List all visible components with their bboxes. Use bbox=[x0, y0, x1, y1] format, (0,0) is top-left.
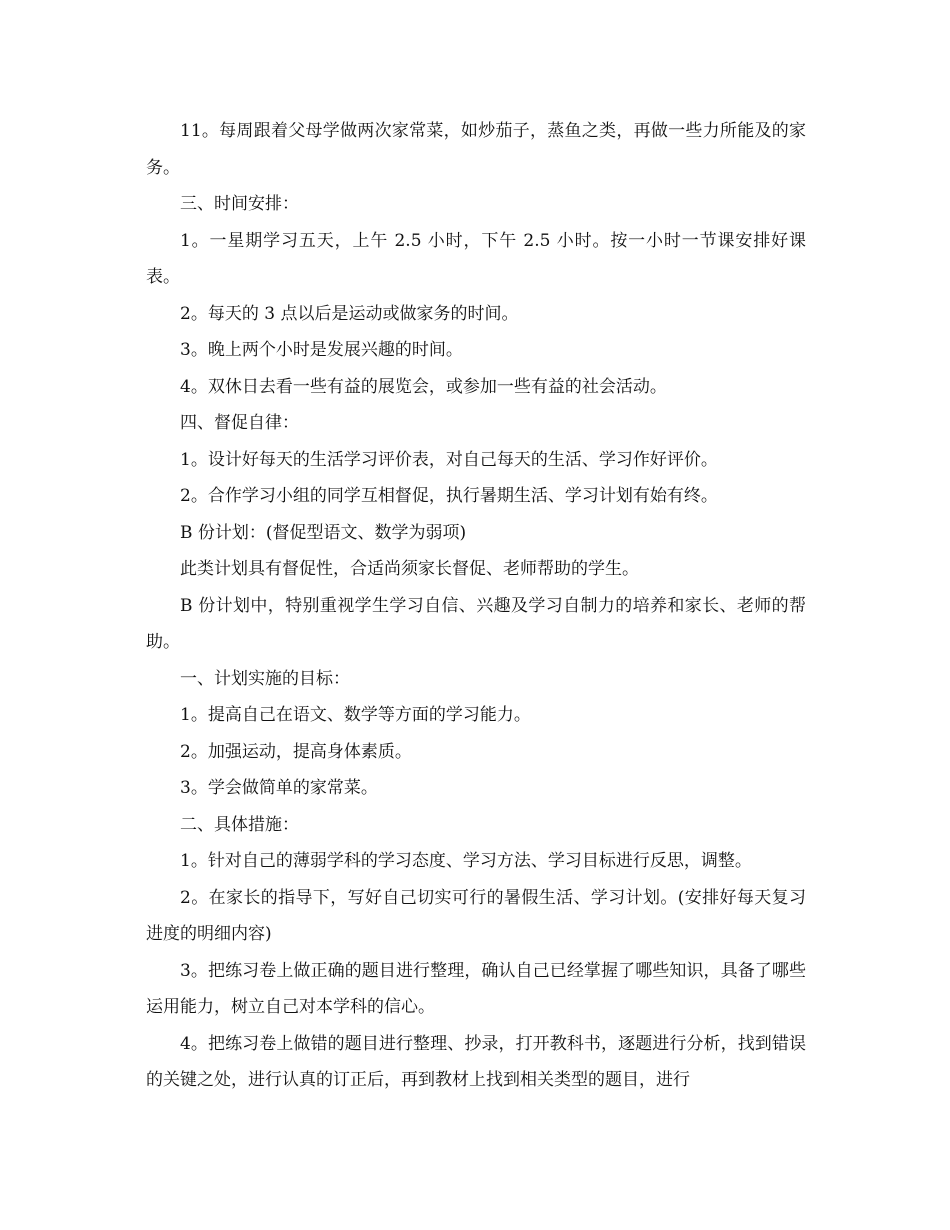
paragraph-chores: 11。每周跟着父母学做两次家常菜，如炒茄子，蒸鱼之类，再做一些力所能及的家务。 bbox=[146, 121, 806, 178]
paragraph-plan-b-intro: 此类计划具有督促性，合适尚须家长督促、老师帮助的学生。 bbox=[180, 559, 639, 579]
document-body bbox=[146, 113, 806, 1099]
paragraph-goal-cooking: 3。学会做简单的家常菜。 bbox=[180, 778, 378, 798]
heading-measures: 二、具体措施： bbox=[180, 814, 299, 835]
paragraph-measure-plan: 2。在家长的指导下，写好自己切实可行的暑假生活、学习计划。(安排好每天复习进度的明细内容) bbox=[146, 887, 806, 944]
paragraph-measure-reflect: 1。针对自己的薄弱学科的学习态度、学习方法、学习目标进行反思，调整。 bbox=[180, 851, 752, 871]
heading-time-schedule: 三、时间安排： bbox=[180, 194, 299, 214]
paragraph-afternoon-exercise: 2。每天的 3 点以后是运动或做家务的时间。 bbox=[180, 303, 519, 324]
paragraph-measure-correct: 3。把练习卷上做正确的题目进行整理，确认自己已经掌握了哪些知识，具备了哪些运用能力，树立自己对本学科的信心。 bbox=[146, 960, 806, 1017]
heading-plan-b: B 份计划：(督促型语文、数学为弱项) bbox=[180, 522, 467, 543]
paragraph-goal-exercise: 2。加强运动，提高身体素质。 bbox=[180, 741, 412, 762]
paragraph-measure-errors: 4。把练习卷上做错的题目进行整理、抄录，打开教科书，逐题进行分析，找到错误的关键之处，进行认真的订正后，再到教材上找到相关类型的题目，进行 bbox=[146, 1033, 806, 1090]
paragraph-plan-b-focus: B 份计划中，特别重视学生学习自信、兴趣及学习自制力的培养和家长、老师的帮助。 bbox=[146, 595, 806, 652]
paragraph-evaluation-form: 1。设计好每天的生活学习评价表，对自己每天的生活、学习作好评价。 bbox=[180, 449, 718, 470]
paragraph-group-supervision: 2。合作学习小组的同学互相督促，执行暑期生活、学习计划有始有终。 bbox=[180, 486, 718, 506]
heading-self-discipline: 四、督促自律： bbox=[180, 413, 299, 433]
paragraph-weekly-study: 1。一星期学习五天，上午 2.5 小时，下午 2.5 小时。按一小时一节课安排好课表。 bbox=[146, 230, 806, 287]
paragraph-weekend-activities: 4。双休日去看一些有益的展览会，或参加一些有益的社会活动。 bbox=[180, 376, 667, 397]
heading-plan-goals: 一、计划实施的目标： bbox=[180, 668, 350, 689]
paragraph-goal-ability: 1。提高自己在语文、数学等方面的学习能力。 bbox=[180, 705, 531, 725]
paragraph-evening-interests: 3。晚上两个小时是发展兴趣的时间。 bbox=[180, 340, 463, 360]
